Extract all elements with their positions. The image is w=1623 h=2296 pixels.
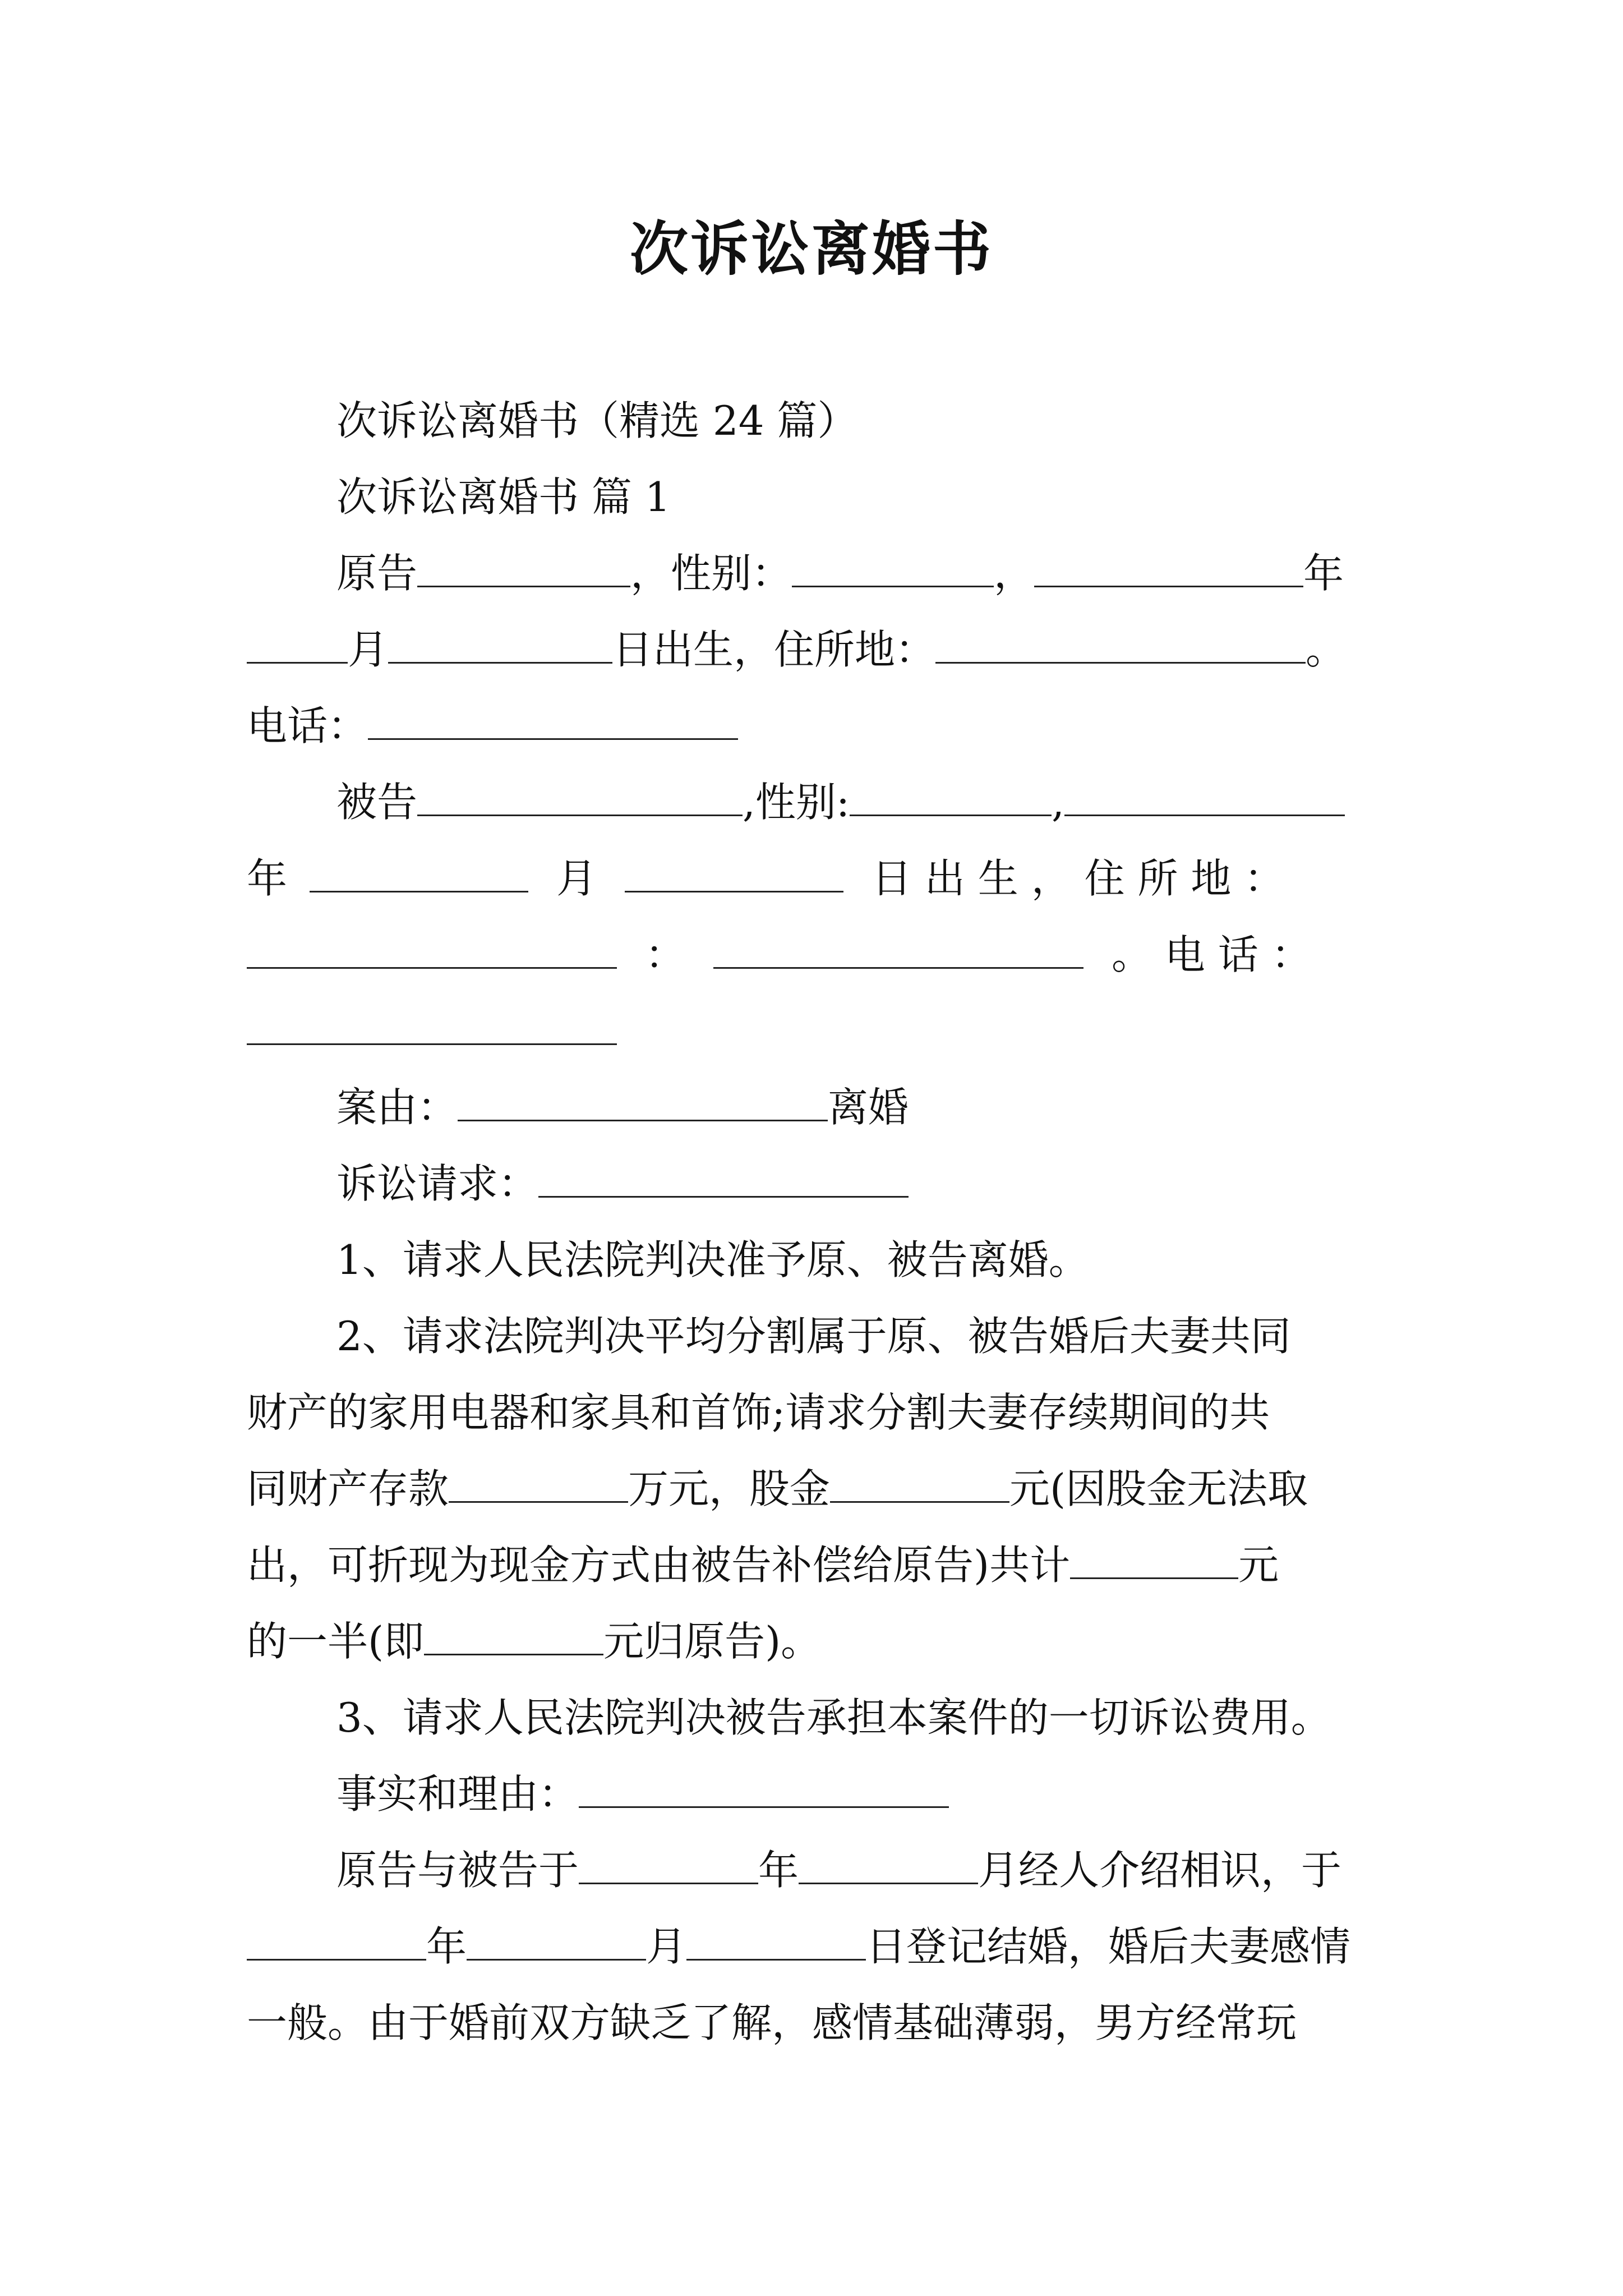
claim-text: 万元，股金 [628, 1465, 831, 1512]
defendant-gender-blank[interactable] [850, 775, 1052, 816]
facts-blank[interactable] [579, 1767, 949, 1808]
claim-text: 同财产存款 [247, 1465, 449, 1512]
plaintiff-line-1 [336, 545, 1344, 601]
defendant-line-2 [247, 850, 1284, 907]
plaintiff-address-blank[interactable] [935, 623, 1306, 664]
meet-year-blank[interactable] [579, 1843, 758, 1884]
case-blank[interactable] [458, 1080, 828, 1121]
plaintiff-month-label: 月 [348, 626, 389, 673]
marry-day-blank[interactable] [686, 1920, 866, 1961]
defendant-month-label: 月 [556, 855, 597, 902]
plaintiff-day-blank[interactable] [388, 623, 612, 664]
claims-blank[interactable] [538, 1157, 909, 1198]
claim-item-2-line-4 [247, 1537, 1279, 1593]
case-label: 案由： [336, 1084, 458, 1131]
marry-month-blank[interactable] [467, 1920, 646, 1961]
defendant-comma: , [1052, 779, 1065, 826]
plaintiff-line-3 [247, 698, 738, 754]
plaintiff-label: 原告 [336, 550, 418, 597]
meet-month-blank[interactable] [799, 1843, 978, 1884]
subtitle: 次诉讼离婚书（精选 24 篇） [336, 397, 858, 444]
case-suffix: 离婚 [828, 1084, 909, 1131]
plaintiff-year-blank[interactable] [1034, 546, 1303, 587]
plaintiff-comma: ， [994, 550, 1035, 597]
claim-text: 元归原告)。 [603, 1618, 822, 1665]
section-heading: 次诉讼离婚书 篇 1 [336, 473, 671, 521]
claim-item-2-line-3 [247, 1461, 1308, 1517]
defendant-gender-label: ,性别: [743, 779, 850, 826]
defendant-colon: ： [645, 931, 686, 978]
document-title: 次诉讼离婚书 [629, 214, 993, 283]
defendant-year-blank-1[interactable] [1064, 775, 1345, 816]
defendant-line-1 [336, 774, 1345, 830]
facts-line-2 [247, 1918, 1350, 1975]
facts-text: 年 [426, 1923, 467, 1970]
facts-line-3: 一般。由于婚前双方缺乏了解，感情基础薄弱，男方经常玩 [247, 1999, 1297, 2046]
plaintiff-line-2 [247, 622, 1346, 678]
defendant-label: 被告 [336, 779, 418, 826]
defendant-line-3 [247, 927, 1312, 983]
facts-text: 原告与被告于 [336, 1847, 579, 1894]
defendant-phone-label: 。 电 话 ： [1112, 931, 1312, 978]
case-line [336, 1079, 909, 1135]
claims-line [336, 1156, 909, 1212]
total-blank[interactable] [1070, 1538, 1238, 1579]
half-blank[interactable] [424, 1614, 603, 1655]
plaintiff-name-blank[interactable] [417, 546, 630, 587]
claim-item-1: 1、请求人民法院判决准予原、被告离婚。 [336, 1236, 1089, 1283]
facts-text: 月 [646, 1923, 687, 1970]
plaintiff-month-blank[interactable] [247, 623, 348, 664]
defendant-line-4 [247, 1003, 617, 1059]
defendant-year-label: 年 [247, 855, 288, 902]
facts-line [336, 1766, 949, 1822]
plaintiff-year-label: 年 [1303, 550, 1344, 597]
defendant-day-blank[interactable] [625, 852, 843, 892]
claim-item-2-line-2: 财产的家用电器和家具和首饰;请求分割夫妻存续期间的共 [247, 1389, 1270, 1436]
marry-year-blank[interactable] [247, 1920, 426, 1961]
claim-text: 的一半(即 [247, 1618, 425, 1665]
defendant-name-blank[interactable] [417, 775, 743, 816]
plaintiff-gender-blank[interactable] [792, 546, 994, 587]
plaintiff-birth-addr-label: 日出生，住所地： [612, 626, 936, 673]
facts-text: 日登记结婚，婚后夫妻感情 [866, 1923, 1351, 1970]
claims-label: 诉讼请求： [336, 1160, 539, 1207]
share-blank[interactable] [830, 1462, 1009, 1503]
facts-label: 事实和理由： [336, 1770, 579, 1818]
facts-text: 年 [758, 1847, 799, 1894]
defendant-born-label: 日 出 生 ， 住 所 地 ： [872, 855, 1285, 902]
savings-blank[interactable] [449, 1462, 628, 1503]
defendant-year-blank-2[interactable] [310, 852, 528, 892]
defendant-address-blank-1[interactable] [247, 928, 617, 969]
claim-text: 元(因股金无法取 [1009, 1465, 1308, 1512]
plaintiff-period: 。 [1306, 626, 1347, 673]
facts-line-1 [336, 1842, 1341, 1898]
claim-text: 出，可折现为现金方式由被告补偿给原告)共计 [247, 1542, 1071, 1589]
plaintiff-phone-label: 电话： [247, 702, 368, 749]
plaintiff-phone-blank[interactable] [368, 699, 738, 740]
claim-text: 元 [1238, 1542, 1279, 1589]
claim-item-2-line-1: 2、请求法院判决平均分割属于原、被告婚后夫妻共同 [336, 1313, 1291, 1360]
defendant-phone-blank[interactable] [247, 1004, 617, 1045]
plaintiff-gender-label: ，性别： [630, 550, 792, 597]
claim-item-2-line-5 [247, 1613, 821, 1669]
claim-item-3: 3、请求人民法院判决被告承担本案件的一切诉讼费用。 [336, 1694, 1331, 1741]
facts-text: 月经人介绍相识，于 [978, 1847, 1342, 1894]
defendant-address-blank-2[interactable] [713, 928, 1083, 969]
